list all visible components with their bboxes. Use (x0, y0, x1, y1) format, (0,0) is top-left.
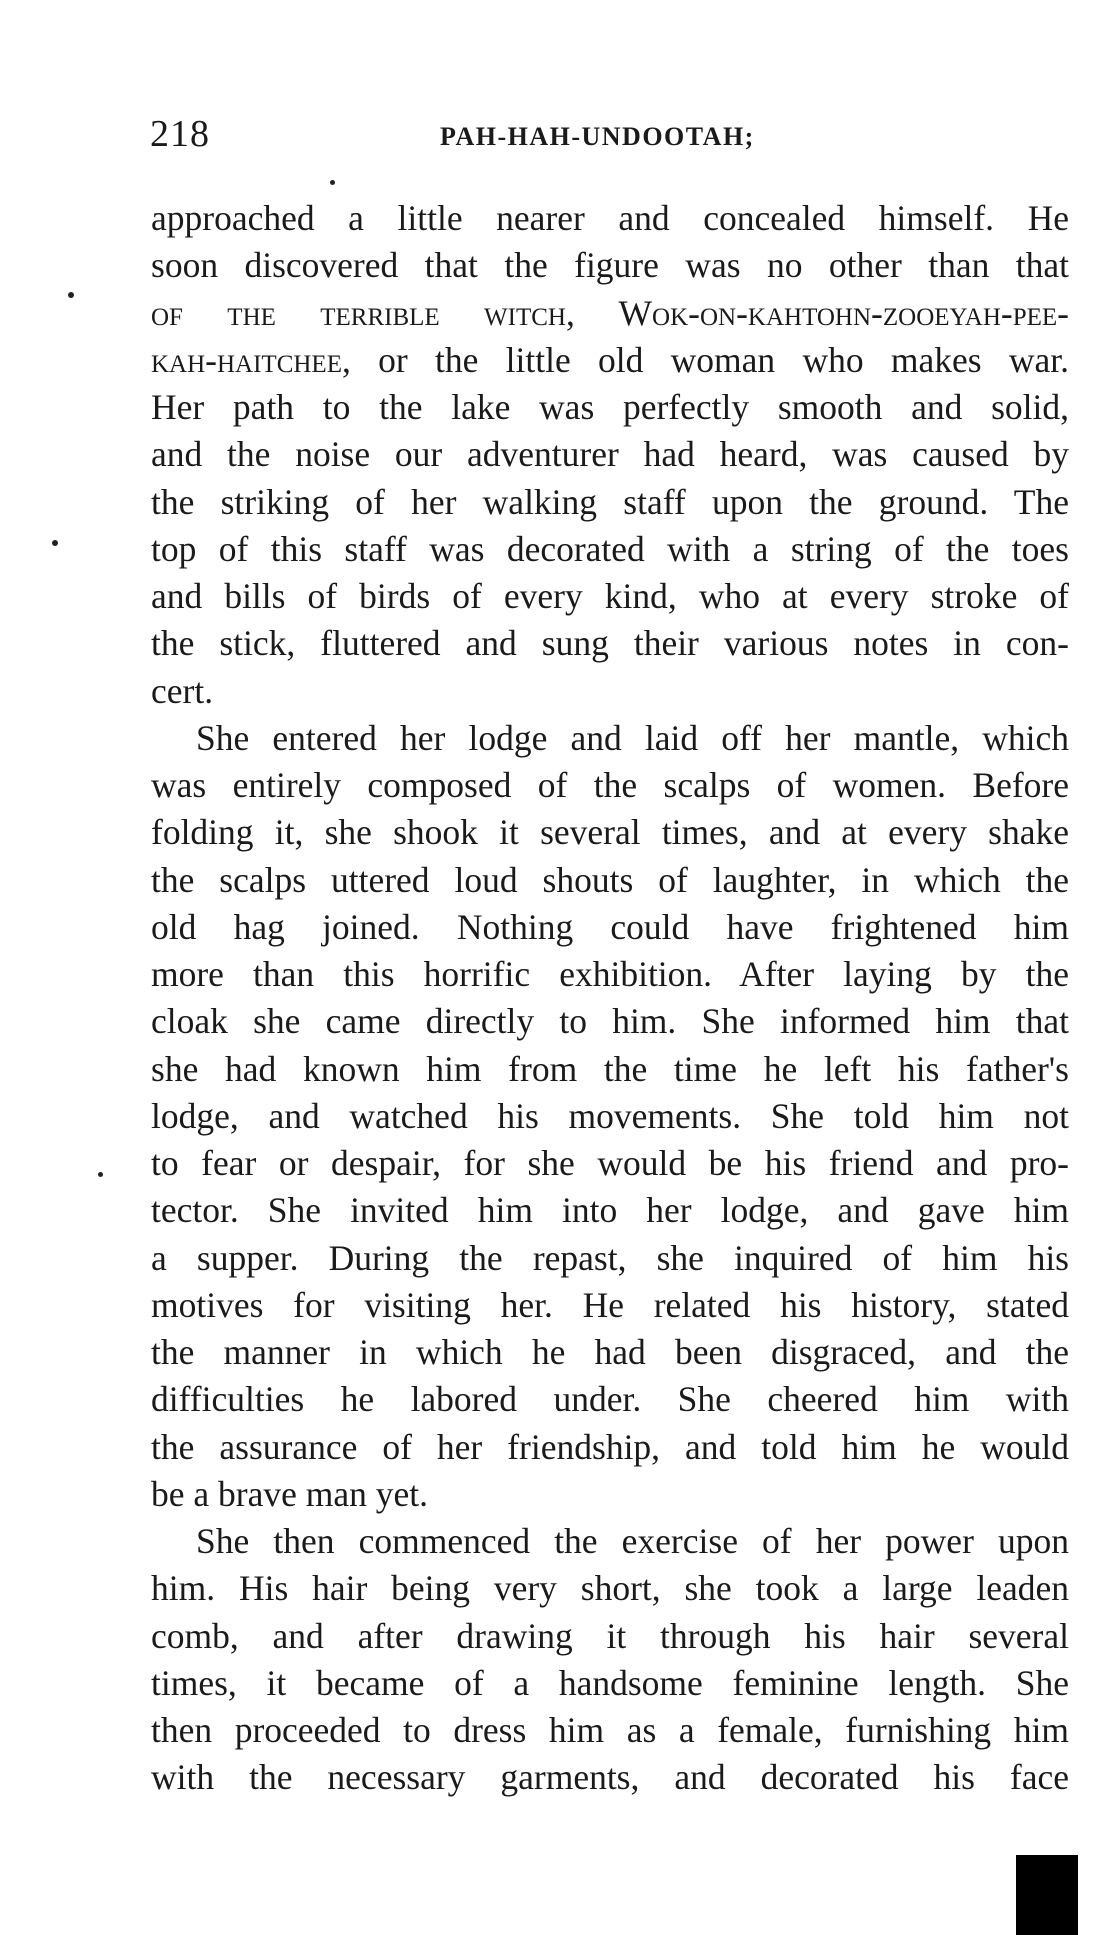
text-line: She entered her lodge and laid off her mantle, which (196, 718, 1069, 758)
text-line: times, it became of a handsome feminine length. She (151, 1663, 1069, 1703)
text-line: a supper. During the repast, she inquired of him his (151, 1238, 1069, 1278)
text-line: more than this horrific exhibition. After laying by the (151, 954, 1069, 994)
margin-speck (68, 292, 74, 298)
text-line: motives for visiting her. He related his history, stated (151, 1285, 1069, 1325)
text-line-rest: , or the little old woman who makes war. (341, 340, 1069, 380)
text-line: him. His hair being very short, she took a large leaden (151, 1568, 1069, 1608)
margin-speck (52, 540, 58, 546)
text-line: She then commenced the exercise of her power upon (196, 1521, 1069, 1561)
text-line: cloak she came directly to him. She informed him that (151, 1001, 1069, 1041)
text-line: she had known him from the time he left his father's (151, 1049, 1069, 1089)
page-header (150, 112, 1070, 162)
text-line: cert. (151, 671, 214, 711)
text-line: difficulties he labored under. She cheered him with (151, 1379, 1069, 1419)
text-line: lodge, and watched his movements. She told him not (151, 1096, 1069, 1136)
text-line: and the noise our adventurer had heard, was caused by (151, 434, 1069, 474)
text-line: the striking of her walking staff upon the ground. The (151, 482, 1069, 522)
text-line: tector. She invited him into her lodge, and gave him (151, 1190, 1069, 1230)
text-line: was entirely composed of the scalps of women. Before (151, 765, 1069, 805)
text-line: to fear or despair, for she would be his friend and pro- (151, 1143, 1069, 1183)
text-line: comb, and after drawing it through his hair several (151, 1616, 1069, 1656)
page-number: 218 (150, 113, 210, 155)
running-head: PAH-HAH-UNDOOTAH; (440, 122, 755, 151)
scan-edge-mark (1016, 1855, 1078, 1935)
text-line: the manner in which he had been disgraced, and the (151, 1332, 1069, 1372)
text-line: the scalps uttered loud shouts of laughter, in which the (151, 860, 1069, 900)
text-line: and bills of birds of every kind, who at every stroke of (151, 576, 1069, 616)
text-line (151, 336, 1069, 384)
witch-name-continued: kah-haitchee (151, 340, 342, 380)
text-line: be a brave man yet. (151, 1474, 428, 1514)
text-line: folding it, she shook it several times, and at every shake (151, 812, 1069, 852)
margin-speck (330, 180, 335, 185)
text-line: of the terrible witch, Wok-on-kahtohn-zooeyah-pee- (151, 293, 1069, 333)
text-line: soon discovered that the figure was no other than that (151, 245, 1069, 285)
text-line: top of this staff was decorated with a string of the toes (151, 529, 1069, 569)
text-line: the assurance of her friendship, and told him he would (151, 1427, 1069, 1467)
text-line: approached a little nearer and concealed himself. He (151, 198, 1069, 238)
text-line: old hag joined. Nothing could have frightened him (151, 907, 1069, 947)
text-line: Her path to the lake was perfectly smooth and solid, (151, 387, 1069, 427)
text-line: then proceeded to dress him as a female, furnishing him (151, 1710, 1069, 1750)
text-line: the stick, fluttered and sung their various notes in con- (151, 623, 1069, 663)
text-line: with the necessary garments, and decorated his face (151, 1757, 1069, 1797)
margin-speck (98, 1172, 103, 1177)
